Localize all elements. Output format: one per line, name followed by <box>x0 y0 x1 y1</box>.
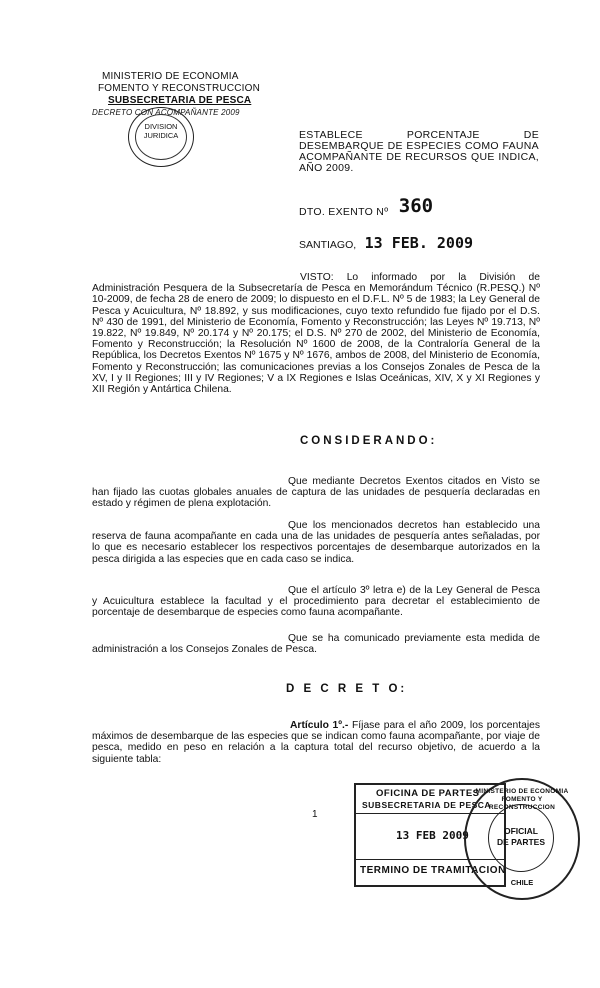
division-juridica-seal <box>128 107 194 167</box>
place-label: SANTIAGO, <box>299 239 357 251</box>
considerando-heading: CONSIDERANDO: <box>300 435 438 447</box>
ministry-header <box>92 71 272 119</box>
page-number: 1 <box>312 809 318 820</box>
seal-line-1: DIVISION <box>144 122 178 131</box>
decree-ref-line: DECRETO CON ACOMPAÑANTE 2009 <box>92 108 240 117</box>
decree-number-value: 360 <box>398 195 434 217</box>
article-1 <box>92 720 540 765</box>
round-stamp-bottom: CHILE <box>510 878 534 887</box>
stamp-footer: TERMINO DE TRAMITACION <box>360 865 506 876</box>
seal-line-2: JURIDICA <box>143 131 179 140</box>
date-stamp: 13 FEB. 2009 <box>364 234 474 252</box>
round-stamp-center-2: DE PARTES <box>496 837 546 847</box>
ministry-round-stamp <box>464 778 580 900</box>
decree-number-row <box>299 195 499 220</box>
subsecretaria-line: SUBSECRETARIA DE PESCA <box>108 95 252 106</box>
round-stamp-center <box>488 826 554 848</box>
round-stamp-ring-text: MINISTERIO DE ECONOMIA FOMENTO Y RECONSTRUCCION <box>475 788 569 811</box>
ministry-line: MINISTERIO DE ECONOMIA <box>102 71 239 82</box>
round-stamp-center-1: OFICIAL <box>504 826 538 836</box>
visto-paragraph: VISTO: Lo informado por la División de Administración Pesquera de la Subsecretaría de Pesca en Memorándum Técnico (R.PESQ.) Nº 10-2009, de fecha 28 de enero de 2009; lo dispuesto en el D.F.L. Nº 5 de 1983; la Ley General de Pesca y Acuicultura, Nº 18.892, y sus modificaciones, cuyo texto refundido fue fijado por el D.S. Nº 430 de 1991, del Ministerio de Economía, Fomento y Reconstrucción; las Leyes Nº 19.713, Nº 19.822, Nº 19.849, Nº 20.174 y Nº 20.175; el D.S. Nº 270 de 2002, del Ministerio de Economía, Fomento y Reconstrucción; la Resolución Nº 1600 de 2008, de la Contraloría General de la República, los Decretos Exentos Nº 1675 y Nº 1676, ambos de 2008, del Ministerio de Economía, Fomento y Reconstrucción; las comunicaciones previas a los Consejos Zonales de Pesca de la XV, I y II Regiones; III y IV Regiones; V a IX Regiones e Islas Oceánicas, XIV, X y XI Regiones y XII Región y Antártica Chilena. <box>92 272 540 396</box>
place-date-row <box>299 234 539 253</box>
article-1-text: Fíjase para el año 2009, los porcentajes máximos de desembarque de las especies que se indican como fauna acompañante, por viaje de pesca, medido en peso en relación a la captura total del recurso objetivo, de acuerdo a la siguiente tabla: <box>92 720 540 765</box>
ministry-subline: FOMENTO Y RECONSTRUCCION <box>98 83 261 94</box>
decree-number-label: DTO. EXENTO Nº <box>299 206 389 218</box>
considerando-item-3: Que el artículo 3º letra e) de la Ley General de Pesca y Acuicultura establece la facultad y el procedimiento para decretar el establecimiento de porcentaje de desembarque de especies como fauna acompañante. <box>92 585 540 619</box>
stamp-line-1: OFICINA DE PARTES <box>376 788 480 799</box>
stamp-line-2: SUBSECRETARIA DE PESCA <box>362 800 492 810</box>
decree-title: ESTABLECE PORCENTAJE DE DESEMBARQUE DE ESPECIES COMO FAUNA ACOMPAÑANTE DE RECURSOS QUE INDICA, AÑO 2009. <box>299 129 539 174</box>
considerando-item-4: Que se ha comunicado previamente esta medida de administración a los Consejos Zonales de Pesca. <box>92 633 540 656</box>
considerando-item-2: Que los mencionados decretos han establecido una reserva de fauna acompañante en cada una de las unidades de pesquería antes señaladas, por lo que es necesario establecer los respectivos porcentajes de desembarque autorizados en la pesca dirigida a las especies que en cada caso se indica. <box>92 520 540 565</box>
stamp-date: 13 FEB 2009 <box>396 829 469 842</box>
article-1-label: Artículo 1º.- <box>290 720 349 731</box>
decreto-heading: D E C R E T O: <box>286 683 408 695</box>
considerando-item-1: Que mediante Decretos Exentos citados en Visto se han fijado las cuotas globales anuales de captura de las unidades de pesquería declaradas en estado y régimen de plena explotación. <box>92 476 540 510</box>
seal-text <box>129 122 193 140</box>
